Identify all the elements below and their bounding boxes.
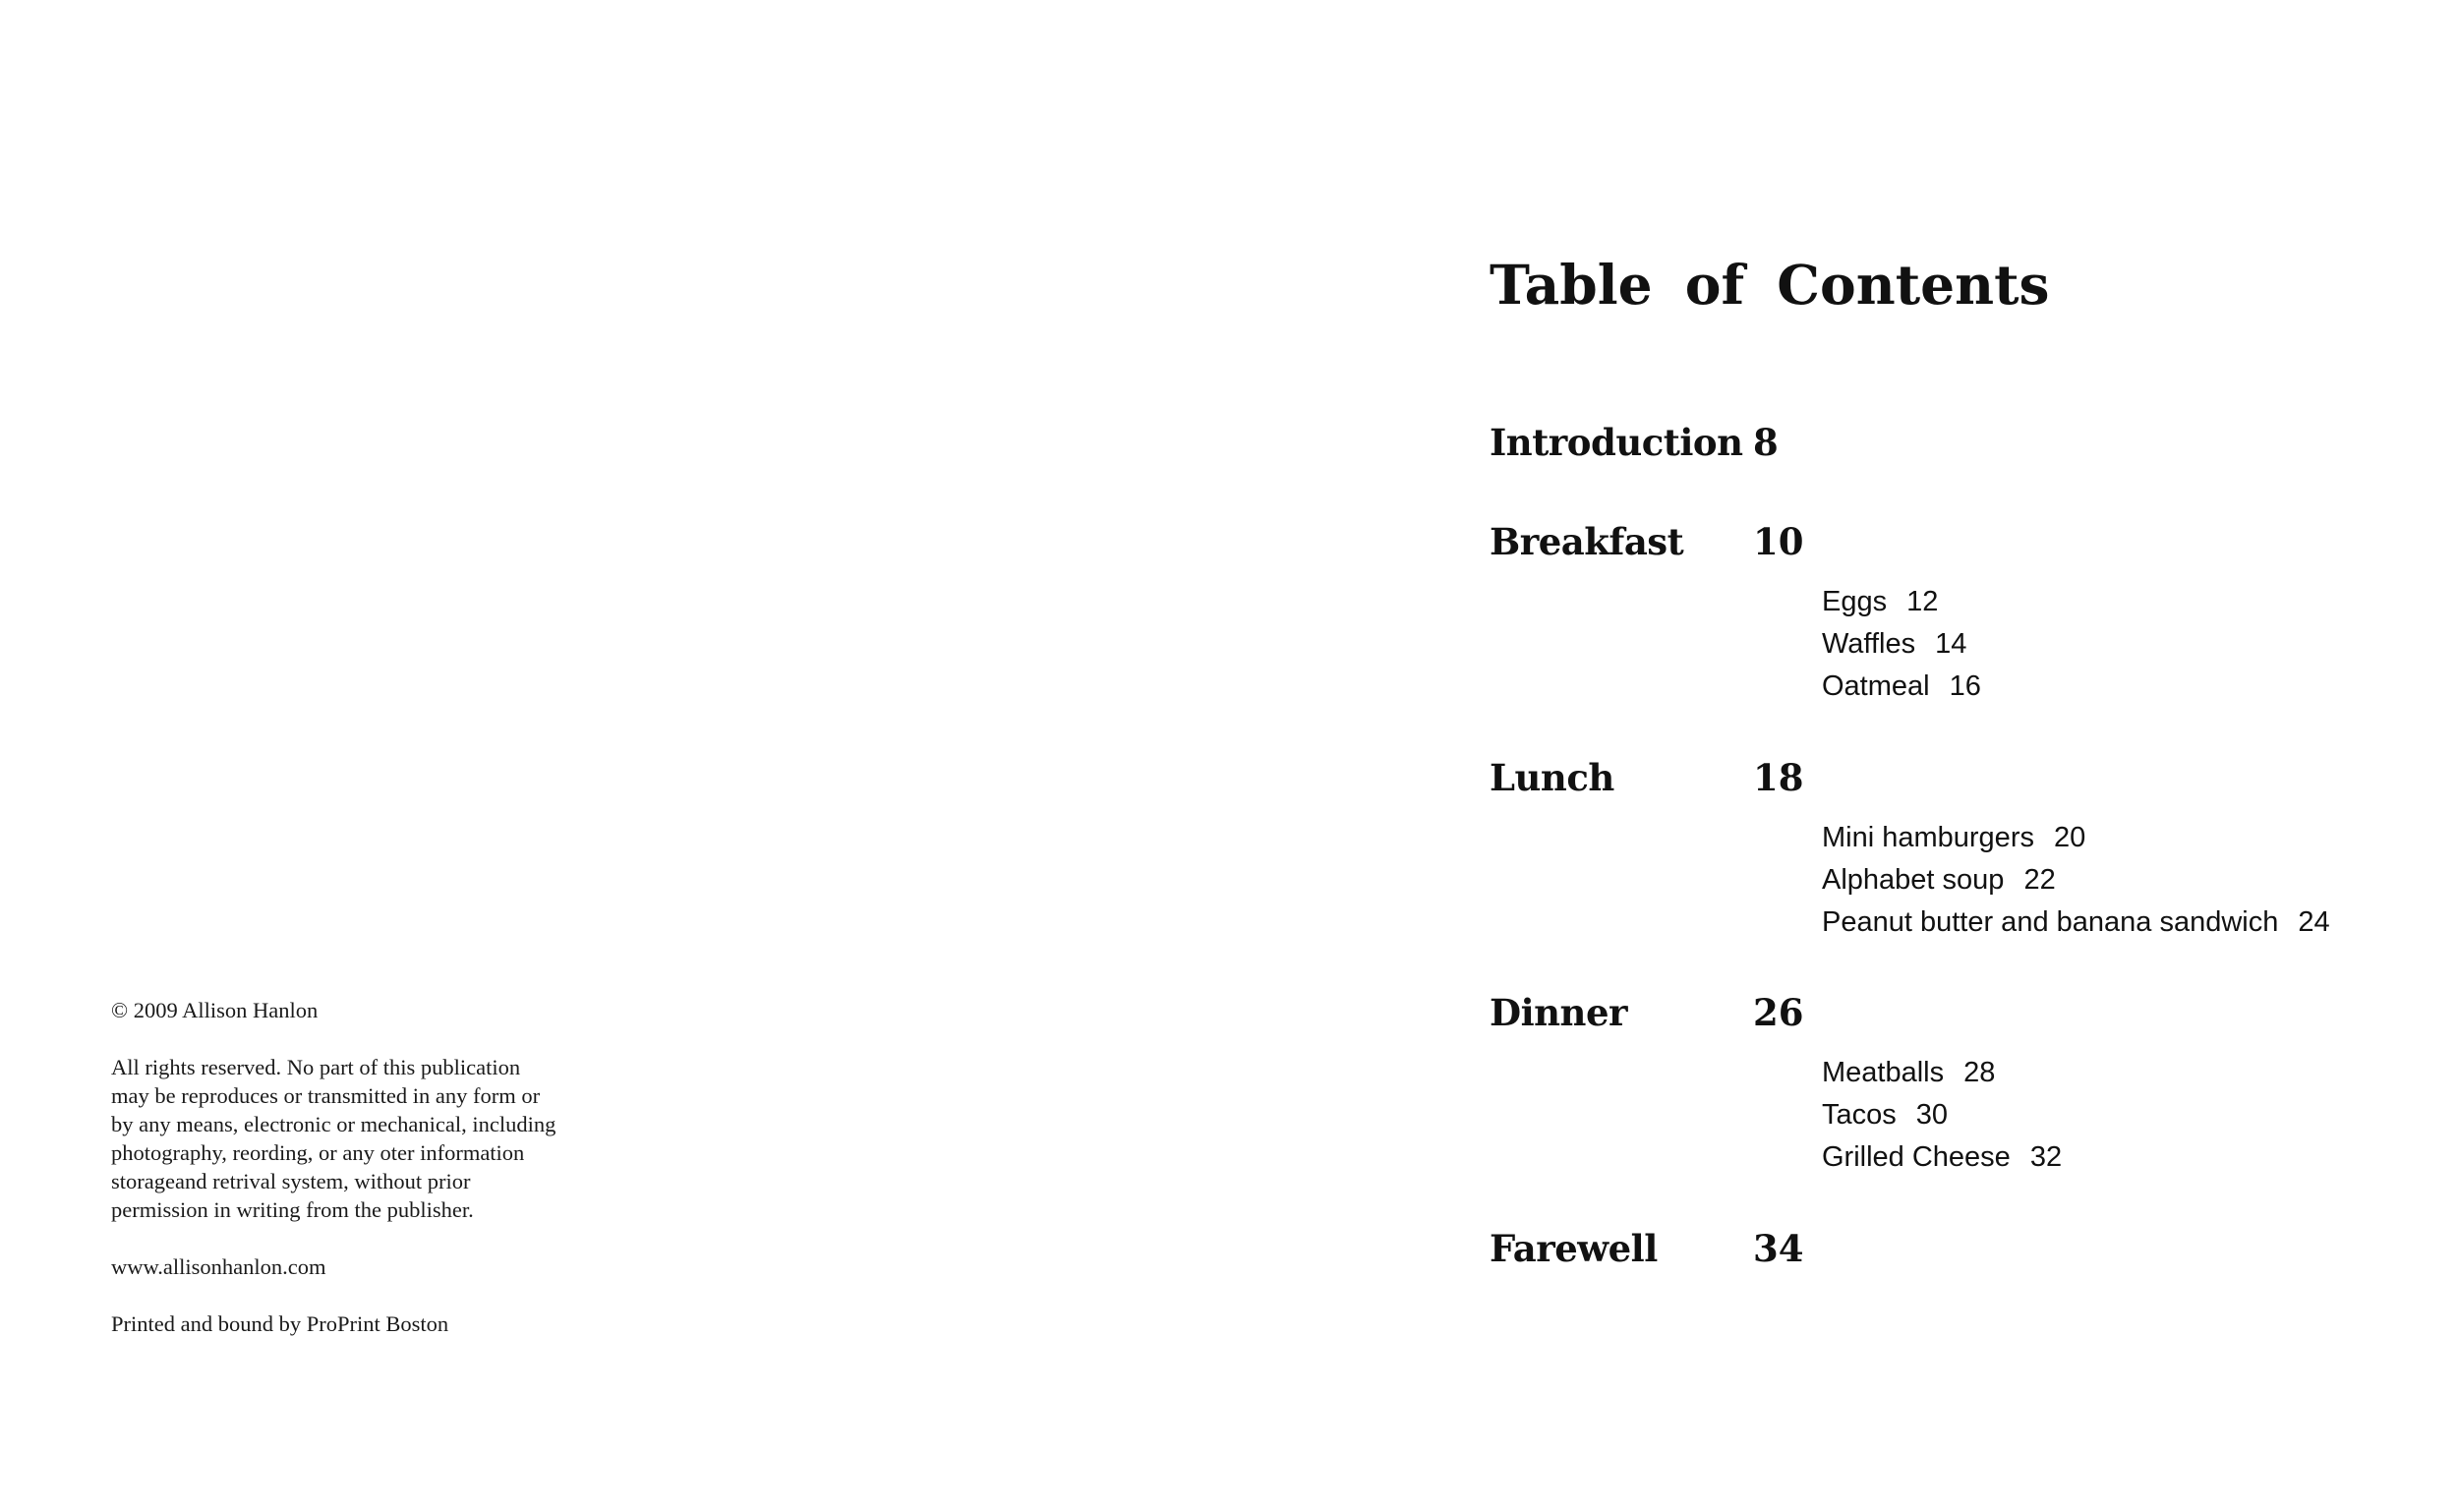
section-heading [1490,1219,2374,1278]
rights-line: storageand retrival system, without prior [111,1169,471,1193]
section-name: Breakfast [1490,520,1684,563]
toc-section-dinner [1490,983,2374,1173]
item-page-number: 28 [1963,1057,1996,1088]
website-url: www.allisonhanlon.com [111,1254,326,1279]
section-name: Dinner [1490,991,1627,1034]
rights-line: All rights reserved. No part of this publication [111,1055,521,1079]
item-name: Grilled Cheese [1822,1141,2011,1173]
item-page-number: 24 [2298,906,2330,938]
item-name: Peanut butter and banana sandwich [1822,906,2279,938]
section-name: Lunch [1490,756,1614,799]
list-item [1822,666,1981,708]
item-name: Tacos [1822,1099,1897,1131]
toc-section-farewell [1490,1219,2374,1278]
item-name: Meatballs [1822,1057,1945,1088]
section-heading [1490,413,2374,472]
rights-line: may be reproduces or transmitted in any form or [111,1083,541,1108]
rights-line: by any means, electronic or mechanical, including [111,1112,556,1136]
list-item [1822,1094,2062,1136]
item-name: Oatmeal [1822,670,1930,702]
list-item [1822,859,2330,901]
section-page-number: 18 [1753,756,1804,799]
section-name: Introduction [1490,421,1743,464]
rights-line: photography, reording, or any oter information [111,1140,525,1165]
subsection-list [1822,581,1981,708]
section-page-number: 8 [1753,421,1779,464]
list-item [1822,1136,2062,1179]
section-name: Farewell [1490,1227,1658,1270]
list-item [1822,817,2330,859]
item-name: Mini hamburgers [1822,822,2034,853]
item-page-number: 20 [2053,822,2086,853]
subsection-list [1822,817,2330,944]
item-page-number: 16 [1949,670,1981,702]
item-name: Eggs [1822,586,1888,617]
copyright-block [111,996,662,1367]
copyright-notice: © 2009 Allison Hanlon [111,998,319,1022]
item-page-number: 30 [1915,1099,1949,1131]
list-item [1822,623,1981,666]
item-page-number: 32 [2029,1141,2063,1173]
item-page-number: 12 [1906,586,1939,617]
section-heading [1490,512,2374,571]
list-item [1822,1052,2062,1094]
section-page-number: 26 [1753,991,1804,1034]
section-heading [1490,748,2374,807]
toc-section-lunch [1490,748,2374,938]
item-name: Waffles [1822,628,1916,660]
item-name: Alphabet soup [1822,864,2005,896]
toc-section-breakfast [1490,512,2374,702]
item-page-number: 14 [1935,628,1967,660]
section-heading [1490,983,2374,1042]
toc-section-introduction [1490,413,2374,472]
section-page-number: 34 [1753,1227,1804,1270]
toc-title: Table of Contents [1490,253,2050,317]
list-item [1822,581,1981,623]
rights-line: permission in writing from the publisher. [111,1197,474,1222]
item-page-number: 22 [2023,864,2056,896]
rights-statement [111,1053,662,1224]
section-page-number: 10 [1753,520,1804,563]
subsection-list [1822,1052,2062,1179]
list-item [1822,901,2330,944]
printer-credit: Printed and bound by ProPrint Boston [111,1311,449,1336]
